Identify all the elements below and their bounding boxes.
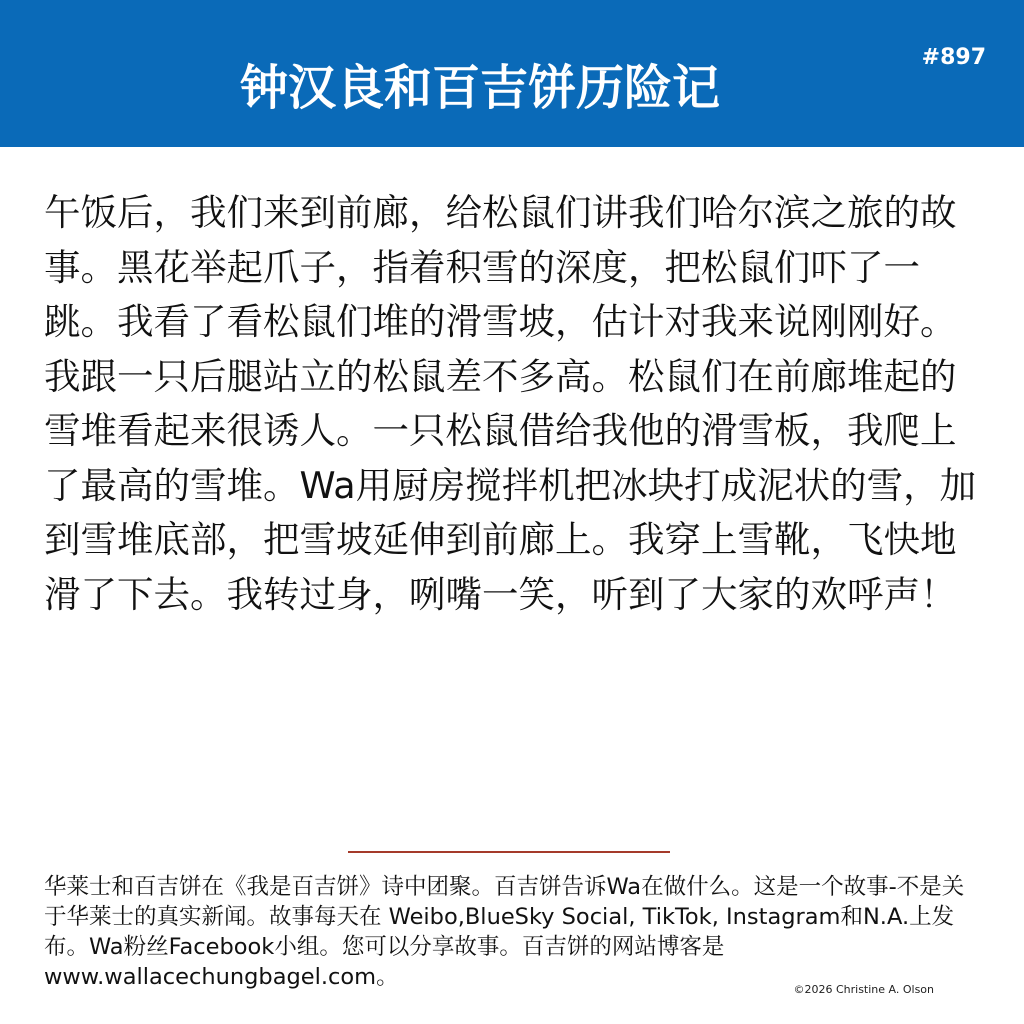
page-title: 钟汉良和百吉饼历险记 — [239, 60, 720, 116]
header-banner — [0, 0, 1024, 147]
footer-note: 华莱士和百吉饼在《我是百吉饼》诗中团聚。百吉饼告诉Wa在做什么。这是一个故事-不是关于华莱士的真实新闻。故事每天在 Weibo,BlueSky Social, TikTok, Instagram和N.A.上发布。Wa粉丝Facebook小组。您可以分享故事。百吉饼的网站博客是www.wallacechungbagel.com。 — [44, 874, 965, 990]
story-text: 午饭后，我们来到前廊，给松鼠们讲我们哈尔滨之旅的故事。黑花举起爪子，指着积雪的深度，把松鼠们吓了一跳。我看了看松鼠们堆的滑雪坡，估计对我来说刚刚好。我跟一只后腿站立的松鼠差不多高。松鼠们在前廊堆起的雪堆看起来很诱人。一只松鼠借给我他的滑雪板，我爬上了最高的雪堆。Wa用厨房搅拌机把冰块打成泥状的雪，加到雪堆底部，把雪坡延伸到前廊上。我穿上雪靴，飞快地滑了下去。我转过身，咧嘴一笑，听到了大家的欢呼声！ — [44, 191, 977, 616]
divider — [348, 851, 670, 853]
issue-number: #897 — [921, 45, 986, 70]
copyright: ©2026 Christine A. Olson — [793, 983, 934, 996]
